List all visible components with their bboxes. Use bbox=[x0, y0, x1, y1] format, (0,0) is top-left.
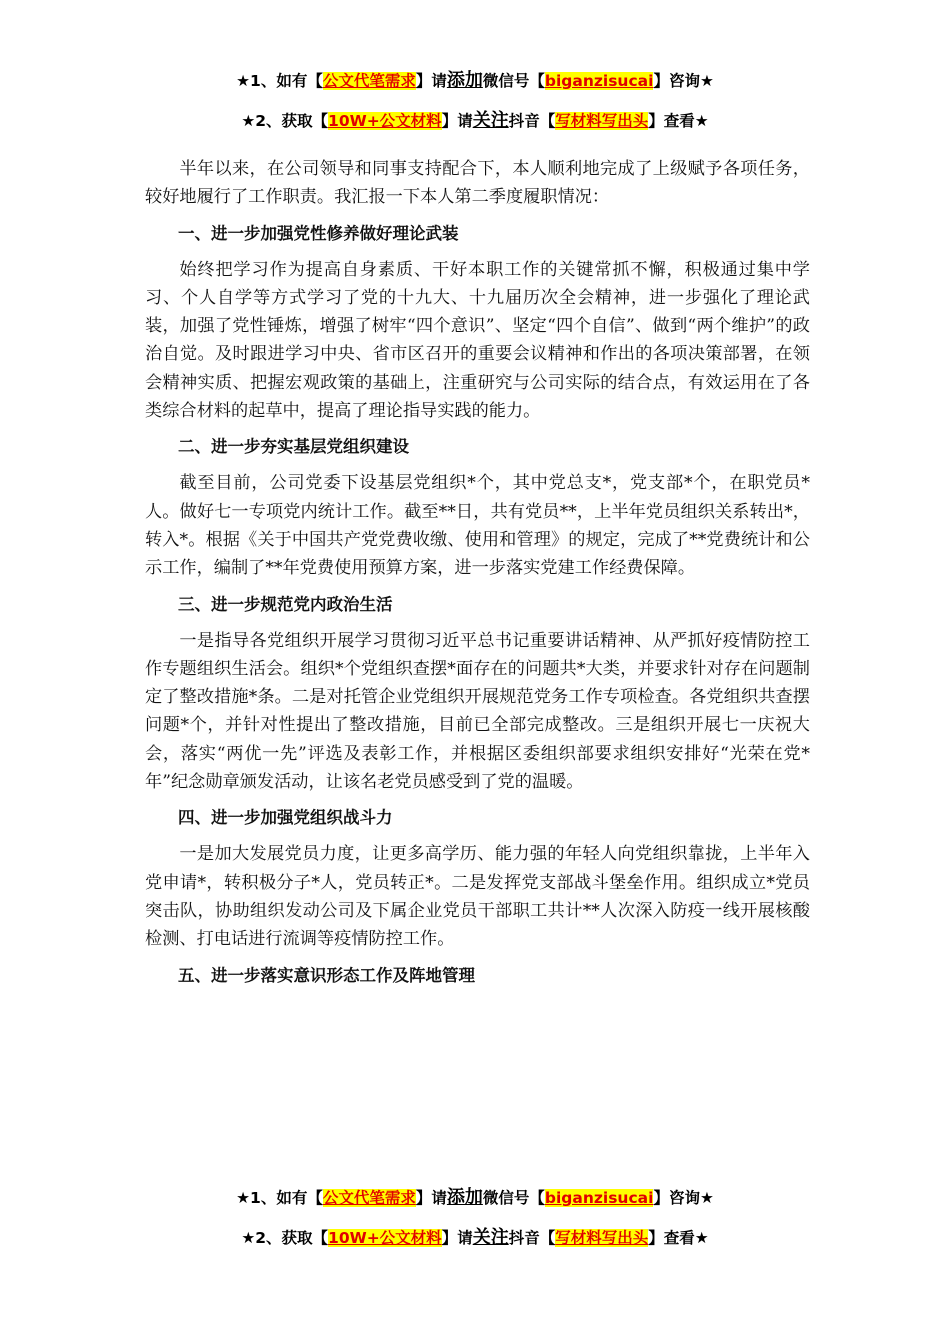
highlight-douyin: 写材料写出头 bbox=[555, 112, 649, 130]
document-body bbox=[145, 155, 810, 998]
top-banner-line-1: ★1、如有【公文代笔需求】请添加微信号【biganzisucai】咨询★ bbox=[236, 70, 714, 91]
bottom-banner-line-1: ★1、如有【公文代笔需求】请添加微信号【biganzisucai】咨询★ bbox=[236, 1187, 714, 1208]
intro-paragraph: 半年以来，在公司领导和同事支持配合下，本人顺利地完成了上级赋予各项任务，较好地履行了工作职责。我汇报一下本人第二季度履职情况： bbox=[145, 159, 810, 208]
highlight-materials: 10W+公文材料 bbox=[328, 112, 442, 130]
highlight-wechat-id: biganzisucai bbox=[544, 1189, 654, 1207]
section-heading-3: 三、进一步规范党内政治生活 bbox=[178, 594, 393, 614]
highlight-materials: 10W+公文材料 bbox=[328, 1229, 442, 1247]
bottom-banner-line-2: ★2、获取【10W+公文材料】请关注抖音【写材料写出头】查看★ bbox=[241, 1227, 709, 1248]
highlight-wechat-id: biganzisucai bbox=[544, 72, 654, 90]
section-heading-1: 一、进一步加强党性修养做好理论武装 bbox=[178, 223, 459, 243]
top-banner-line-2: ★2、获取【10W+公文材料】请关注抖音【写材料写出头】查看★ bbox=[241, 110, 709, 131]
section-heading-4: 四、进一步加强党组织战斗力 bbox=[178, 808, 393, 828]
highlight-douyin: 写材料写出头 bbox=[555, 1229, 649, 1247]
section-body-2: 截至目前，公司党委下设基层党组织*个，其中党总支*，党支部*个，在职党员*人。做好七一专项党内统计工作。截至**日，共有党员**，上半年党员组织关系转出*，转入*。根据《关于中国共产党党费收缴、使用和管理》的规定，完成了**党费统计和公示工作，编制了**年党费使用预算方案，进一步落实党建工作经费保障。 bbox=[145, 473, 810, 579]
section-body-4: 一是加大发展党员力度，让更多高学历、能力强的年轻人向党组织靠拢，上半年入党申请*，转积极分子*人，党员转正*。二是发挥党支部战斗堡垒作用。组织成立*党员突击队，协助组织发动公司及下属企业党员干部职工共计**人次深入防疫一线开展核酸检测、打电话进行流调等疫情防控工作。 bbox=[145, 844, 810, 950]
section-heading-5: 五、进一步落实意识形态工作及阵地管理 bbox=[178, 965, 475, 985]
section-body-3: 一是指导各党组织开展学习贯彻习近平总书记重要讲话精神、从严抓好疫情防控工作专题组织生活会。组织*个党组织查摆*面存在的问题共*大类，并要求针对存在问题制定了整改措施*条。二是对托管企业党组织开展规范党务工作专项检查。各党组织共查摆问题*个，并针对性提出了整改措施，目前已全部完成整改。三是组织开展七一庆祝大会，落实“两优一先”评选及表彰工作，并根据区委组织部要求组织安排好“光荣在党*年”纪念勋章颁发活动，让该名老党员感受到了党的温暖。 bbox=[145, 630, 810, 793]
section-body-1: 始终把学习作为提高自身素质、干好本职工作的关键常抓不懈，积极通过集中学习、个人自学等方式学习了党的十九大、十九届历次全会精神，进一步强化了理论武装，加强了党性锤炼，增强了树牢“四个意识”、坚定“四个自信”、做到“两个维护”的政治自觉。及时跟进学习中央、省市区召开的重要会议精神和作出的各项决策部署，在领会精神实质、把握宏观政策的基础上，注重研究与公司实际的结合点，有效运用在了各类综合材料的起草中，提高了理论指导实践的能力。 bbox=[145, 259, 810, 422]
highlight-service: 公文代笔需求 bbox=[322, 1189, 416, 1207]
highlight-service: 公文代笔需求 bbox=[322, 72, 416, 90]
section-heading-2: 二、进一步夯实基层党组织建设 bbox=[178, 437, 409, 457]
